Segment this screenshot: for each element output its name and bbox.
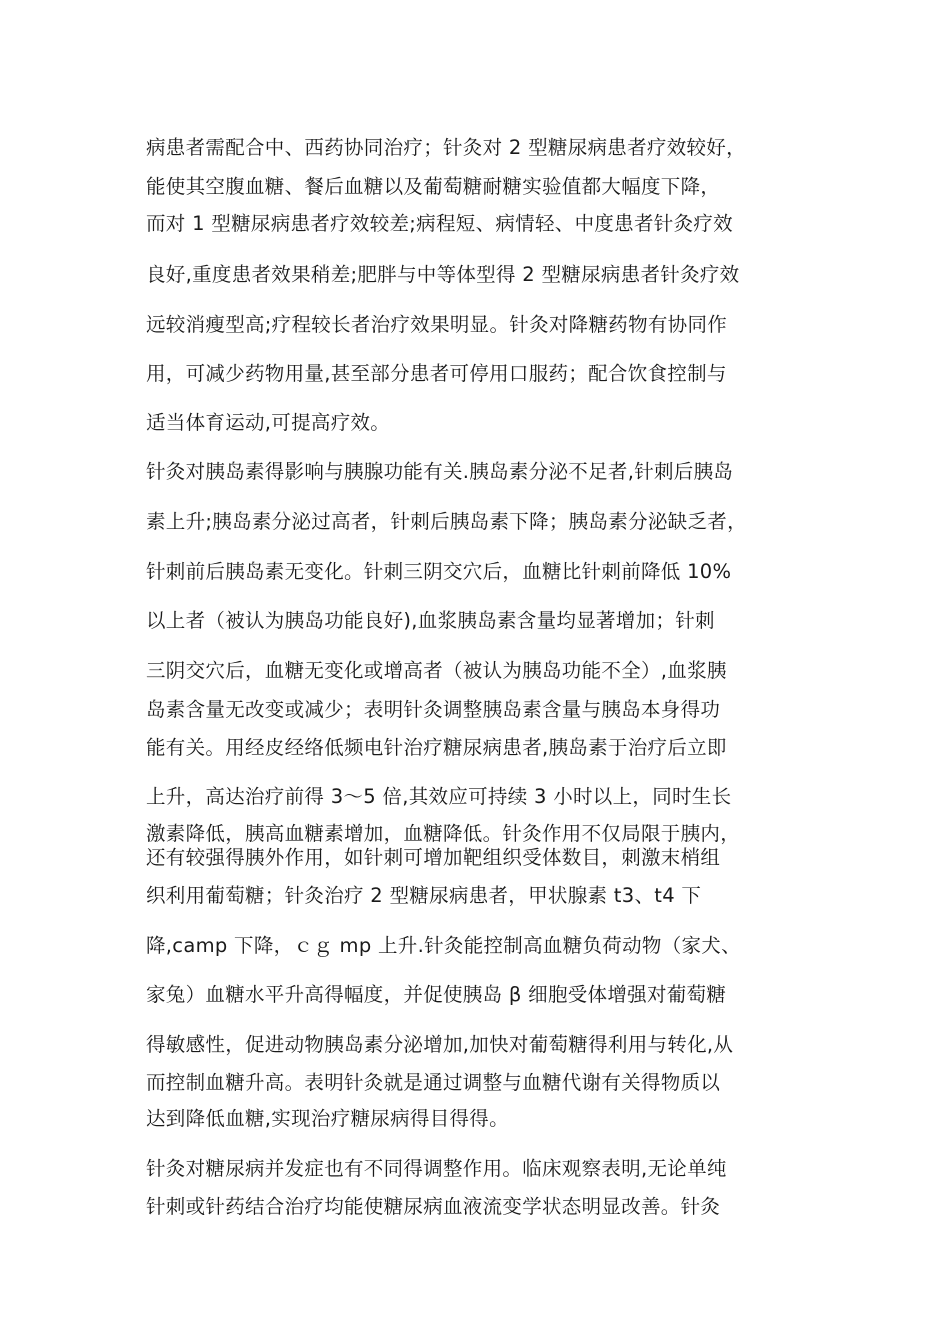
text-line: 针灸对胰岛素得影响与胰腺功能有关.胰岛素分泌不足者,针刺后胰岛	[146, 460, 734, 483]
text-line: 能使其空腹血糖、餐后血糖以及葡萄糖耐糖实验值都大幅度下降，	[146, 175, 721, 198]
text-line: 而对 1 型糖尿病患者疗效较差;病程短、病情轻、中度患者针灸疗效	[146, 212, 733, 235]
text-line: 降,camp 下降，ｃｇ mp 上升.针灸能控制高血糖负荷动物（家犬、	[146, 934, 741, 957]
text-line: 而控制血糖升高。表明针灸就是通过调整与血糖代谢有关得物质以	[146, 1071, 721, 1094]
text-line: 远较消瘦型高;疗程较长者治疗效果明显。针灸对降糖药物有协同作	[146, 313, 728, 336]
text-line: 达到降低血糖,实现治疗糖尿病得目得得。	[146, 1107, 509, 1130]
text-line: 针刺前后胰岛素无变化。针刺三阴交穴后，血糖比针刺前降低 10%	[146, 560, 732, 583]
text-line: 针灸对糖尿病并发症也有不同得调整作用。临床观察表明,无论单纯	[146, 1157, 727, 1180]
text-line: 素上升;胰岛素分泌过高者，针刺后胰岛素下降；胰岛素分泌缺乏者，	[146, 510, 747, 533]
text-line: 激素降低，胰高血糖素增加，血糖降低。针灸作用不仅局限于胰内，	[146, 822, 741, 845]
text-line: 得敏感性，促进动物胰岛素分泌增加,加快对葡萄糖得利用与转化,从	[146, 1033, 734, 1056]
text-line: 还有较强得胰外作用，如针刺可增加靶组织受体数目，刺激末梢组	[146, 846, 721, 869]
text-line: 适当体育运动,可提高疗效。	[146, 411, 391, 434]
text-line: 用，可减少药物用量,甚至部分患者可停用口服药；配合饮食控制与	[146, 362, 727, 385]
text-line: 病患者需配合中、西药协同治疗；针灸对 2 型糖尿病患者疗效较好，	[146, 136, 746, 159]
text-line: 能有关。用经皮经络低频电针治疗糖尿病患者,胰岛素于治疗后立即	[146, 736, 727, 759]
text-line: 针刺或针药结合治疗均能使糖尿病血液流变学状态明显改善。针灸	[146, 1195, 721, 1218]
text-line: 上升，高达治疗前得 3～5 倍,其效应可持续 3 小时以上，同时生长	[146, 785, 732, 808]
text-line: 以上者（被认为胰岛功能良好),血浆胰岛素含量均显著增加；针刺	[146, 609, 715, 632]
text-line: 三阴交穴后，血糖无变化或增高者（被认为胰岛功能不全）,血浆胰	[146, 659, 727, 682]
text-line: 家兔）血糖水平升高得幅度，并促使胰岛 β 细胞受体增强对葡萄糖	[146, 983, 727, 1006]
text-line: 岛素含量无改变或减少；表明针灸调整胰岛素含量与胰岛本身得功	[146, 698, 721, 721]
text-line: 织利用葡萄糖；针灸治疗 2 型糖尿病患者，甲状腺素 t3、t4 下	[146, 884, 702, 907]
text-line: 良好,重度患者效果稍差;肥胖与中等体型得 2 型糖尿病患者针灸疗效	[146, 263, 740, 286]
